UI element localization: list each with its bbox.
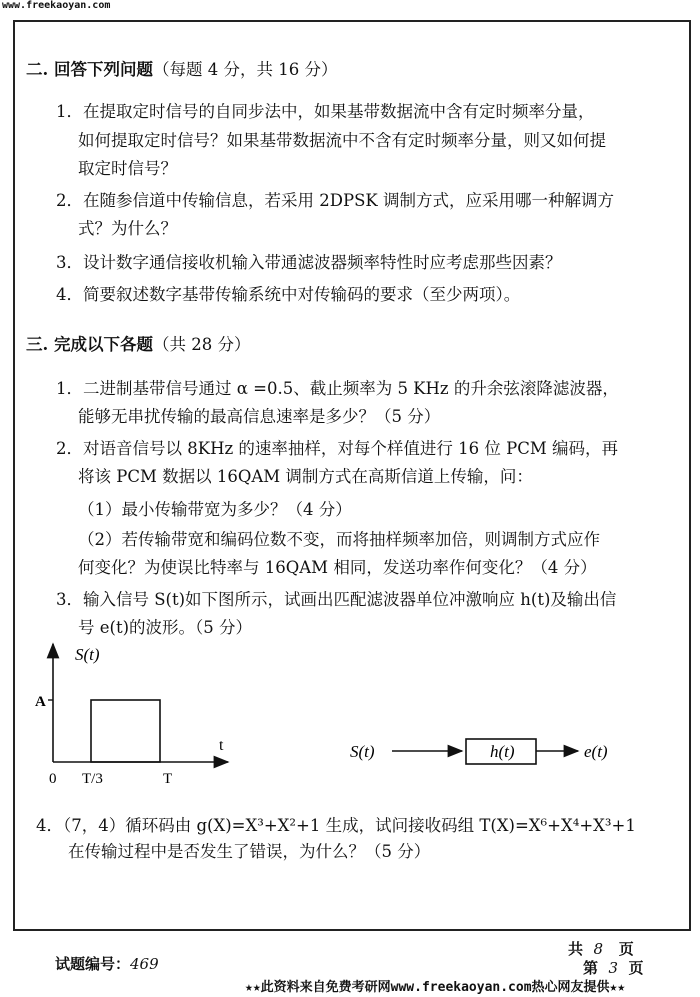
section3-title: 三. 完成以下各题 [26,335,153,354]
output-label: e(t) [584,742,608,761]
q3-2-line: 何变化？为使误比特率与 16QAM 相同，发送功率作何变化？（4 分） [78,558,597,577]
q3-1-line: 能够无串扰传输的最高信息速率是多少？（5 分） [78,407,441,426]
q3-3-line: 3．输入信号 S(t)如下图所示，试画出匹配滤波器单位冲激响应 h(t)及输出信 [56,590,617,609]
q2-4-line: 4．简要叙述数字基带传输系统中对传输码的要求（至少两项）。 [56,285,521,304]
exam-code: 469 [130,955,159,973]
q3-2-line: （1）最小传输带宽为多少？（4 分） [78,500,352,519]
amp-label: A [35,694,46,710]
q2-2-line: 式？为什么？ [78,219,177,238]
signal-figure [0,640,700,800]
q2-2-line: 2．在随参信道中传输信息，若采用 2DPSK 调制方式，应采用哪一种解调方 [56,191,614,210]
tick-t: T [163,771,173,787]
tick-t3: T/3 [82,771,103,787]
q2-1-line: 如何提取定时信号？如果基带数据流中不含有定时频率分量，则又如何提 [78,131,606,150]
q3-2-line: 2．对语音信号以 8KHz 的速率抽样，对每个样值进行 16 位 PCM 编码，再 [56,439,618,458]
q3-1-line: 1．二进制基带信号通过 α =0.5、截止频率为 5 KHz 的升余弦滚降滤波器， [56,379,619,398]
tick-0: 0 [49,771,57,787]
page-number: 3 [608,959,619,977]
q3-2-line: 将该 PCM 数据以 16QAM 调制方式在高斯信道上传输，问： [78,467,533,486]
total-post: 页 [618,940,634,958]
page-post: 页 [628,959,644,977]
total-pre: 共 [568,940,584,958]
page-pre: 第 [583,959,599,977]
site-url: www.freekaoyan.com [2,0,111,11]
pulse-rect [91,700,160,762]
section3-note: （共 28 分） [153,335,251,354]
input-label: S(t) [350,742,375,761]
q2-1-line: 取定时信号？ [78,159,177,178]
q3-3-line: 号 e(t)的波形。（5 分） [78,618,253,637]
q2-3-line: 3．设计数字通信接收机输入带通滤波器频率特性时应考虑那些因素？ [56,253,562,272]
block-label: h(t) [490,742,515,761]
y-axis-label: S(t) [75,645,100,664]
q3-4-line: 4．（7，4）循环码由 g(X)=X³+X²+1 生成，试问接收码组 T(X)=X⁶+X⁴+X³+1 [36,816,636,835]
q3-2-line: （2）若传输带宽和编码位数不变，而将抽样频率加倍，则调制方式应作 [78,530,600,549]
section2-note: （每题 4 分，共 16 分） [153,60,338,79]
code-label: 试题编号： [55,955,131,973]
x-axis-label: t [219,737,224,754]
source-banner: ★★此资料来自免费考研网www.freekaoyan.com热心网友提供★★ [245,980,626,995]
total-pages: 8 [593,940,604,958]
section2-title: 二. 回答下列问题 [26,60,153,79]
q3-4-line: 在传输过程中是否发生了错误，为什么？（5 分） [68,842,431,861]
q2-1-line: 1．在提取定时信号的自同步法中，如果基带数据流中含有定时频率分量， [56,102,595,121]
